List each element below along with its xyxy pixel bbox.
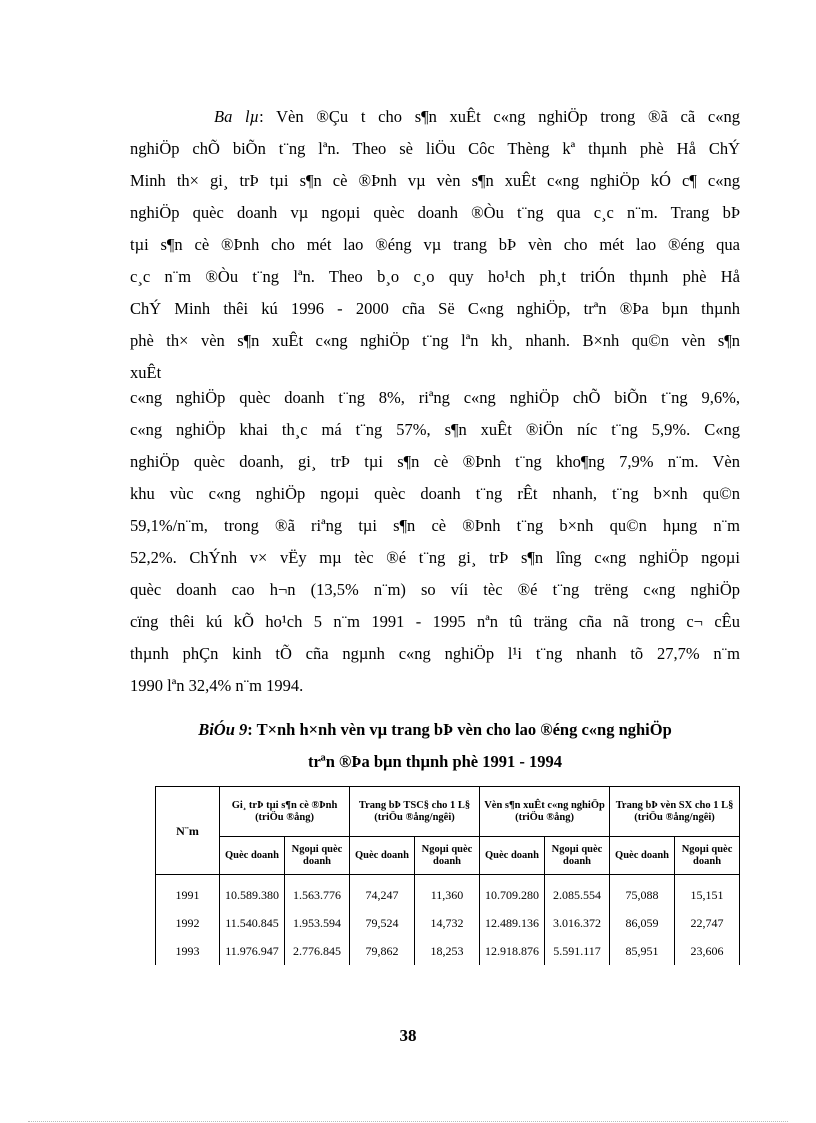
caption-label: BiÓu 9 [198, 720, 248, 739]
paragraph-2-line: c«ng nghiÖp khai th¸c má t¨ng 57%, s¶n xuÊt ®iÖn níc t¨ng 5,9%. C«ng [130, 420, 740, 439]
paragraph-1-line: nghiÖp quèc doanh vµ ngoµi quèc doanh ®Òu t¨ng qua c¸c n¨m. Trang bÞ [130, 203, 740, 222]
table-cell: 2.776.845 [285, 937, 350, 965]
table-row [156, 937, 740, 965]
sub-header: Quèc doanh [220, 837, 285, 875]
year-cell: 1991 [156, 875, 220, 910]
year-cell: 1992 [156, 909, 220, 937]
paragraph-1-line: ChÝ Minh thêi kú 1996 - 2000 cña Së C«ng nghiÖp, trªn ®Þa bµn thµnh [130, 299, 740, 318]
group-header: Trang bÞ TSC§ cho 1 L§ (triÖu ®ång/ngêi) [350, 787, 480, 837]
paragraph-2-line: thµnh phÇn kinh tÕ cña ngµnh c«ng nghiÖp l¹i t¨ng nhanh tõ 27,7% n¨m [130, 644, 740, 663]
paragraph-1-line: xuÊt [130, 363, 162, 382]
group-header: Vèn s¶n xuÊt c«ng nghiÖp (triÖu ®ång) [480, 787, 610, 837]
caption-line-2: trªn ®Þa bµn thµnh phè 1991 - 1994 [307, 752, 563, 771]
paragraph-2-line: nghiÖp quèc doanh, gi¸ trÞ tµi s¶n cè ®Þnh t¨ng kho¶ng 7,9% n¨m. Vèn [130, 452, 740, 471]
paragraph-1-line: Ba lµ: Vèn ®Çu t cho s¶n xuÊt c«ng nghiÖp trong ®ã cã c«ng [214, 107, 740, 126]
table-cell: 10.589.380 [220, 875, 285, 910]
page-number: 38 [399, 1026, 417, 1045]
table-cell: 5.591.117 [545, 937, 610, 965]
paragraph-1-line: phè th× vèn s¶n xuÊt c«ng nghiÖp t¨ng lªn kh¸ nhanh. B×nh qu©n vèn s¶n [130, 331, 740, 350]
paragraph-2-line: quèc doanh cao h¬n (13,5% n¨m) so víi tèc ®é t¨ng trëng c«ng nghiÖp [130, 580, 740, 599]
paragraph-1-line: nghiÖp chÕ biÕn t¨ng lªn. Theo sè liÖu Côc Thèng kª thµnh phè Hå ChÝ [130, 139, 740, 158]
data-table [155, 786, 740, 965]
table-row [156, 909, 740, 937]
table-cell: 2.085.554 [545, 875, 610, 910]
paragraph-1-line: c¸c n¨m ®Òu t¨ng lªn. Theo b¸o c¸o quy ho¹ch ph¸t triÓn thµnh phè Hå [130, 267, 740, 286]
table-cell: 22,747 [675, 909, 740, 937]
table-cell: 12.489.136 [480, 909, 545, 937]
table-cell: 86,059 [610, 909, 675, 937]
table-cell: 74,247 [350, 875, 415, 910]
table-row [156, 875, 740, 910]
group-header: Trang bÞ vèn SX cho 1 L§ (triÖu ®ång/ngêi) [610, 787, 740, 837]
paragraph-2-line: 52,2%. ChÝnh v× vËy mµ tèc ®é t¨ng gi¸ trÞ s¶n lîng c«ng nghiÖp ngoµi [130, 548, 740, 567]
paragraph-2-line: khu vùc c«ng nghiÖp ngoµi quèc doanh t¨ng rÊt nhanh, t¨ng b×nh qu©n [130, 484, 740, 503]
paragraph-2-line: 59,1%/n¨m, trong ®ã riªng tµi s¶n cè ®Þnh t¨ng b×nh qu©n hµng n¨m [130, 516, 740, 535]
table-cell: 15,151 [675, 875, 740, 910]
paragraph-1-line: tµi s¶n cè ®Þnh cho mét lao ®éng vµ trang bÞ vèn cho mét lao ®éng qua [130, 235, 740, 254]
paragraph-2-line: 1990 lªn 32,4% n¨m 1994. [130, 676, 304, 695]
table-cell: 14,732 [415, 909, 480, 937]
sub-header: Ngoµi quèc doanh [285, 837, 350, 875]
page-bottom-divider [28, 1121, 788, 1122]
group-header: Gi¸ trÞ tµi s¶n cè ®Þnh (triÖu ®ång) [220, 787, 350, 837]
year-header: N¨m [156, 787, 220, 875]
sub-header: Ngoµi quèc doanh [545, 837, 610, 875]
sub-header: Quèc doanh [480, 837, 545, 875]
table-cell: 23,606 [675, 937, 740, 965]
paragraph-2 [130, 382, 740, 702]
table-cell: 85,951 [610, 937, 675, 965]
table-cell: 12.918.876 [480, 937, 545, 965]
paragraph-1 [130, 101, 740, 389]
paragraph-2-line: c«ng nghiÖp quèc doanh t¨ng 8%, riªng c«ng nghiÖp chÕ biÕn t¨ng 9,6%, [130, 388, 740, 407]
table-cell: 10.709.280 [480, 875, 545, 910]
table-cell: 1.953.594 [285, 909, 350, 937]
table-cell: 79,862 [350, 937, 415, 965]
sub-header: Quèc doanh [350, 837, 415, 875]
paragraph-1-line: Minh th× gi¸ trÞ tµi s¶n cè ®Þnh vµ vèn s¶n xuÊt c«ng nghiÖp kÓ c¶ c«ng [130, 171, 740, 190]
sub-header: Ngoµi quèc doanh [675, 837, 740, 875]
table-cell: 18,253 [415, 937, 480, 965]
sub-header: Quèc doanh [610, 837, 675, 875]
table-cell: 79,524 [350, 909, 415, 937]
table-cell: 3.016.372 [545, 909, 610, 937]
sub-header: Ngoµi quèc doanh [415, 837, 480, 875]
paragraph-2-line: cïng thêi kú kÕ ho¹ch 5 n¨m 1991 - 1995 nªn tû träng cña nã trong c¬ cÊu [130, 612, 740, 631]
table-cell: 11,360 [415, 875, 480, 910]
table-caption [130, 714, 740, 778]
caption-line-1: BiÓu 9: T×nh h×nh vèn vµ trang bÞ vèn cho lao ®éng c«ng nghiÖp [198, 720, 672, 739]
paragraph-lead: Ba lµ [214, 107, 260, 126]
table-header-row [156, 787, 740, 837]
year-cell: 1993 [156, 937, 220, 965]
table-cell: 1.563.776 [285, 875, 350, 910]
table-subheader-row [156, 837, 740, 875]
table-cell: 75,088 [610, 875, 675, 910]
table-cell: 11.976.947 [220, 937, 285, 965]
table-cell: 11.540.845 [220, 909, 285, 937]
